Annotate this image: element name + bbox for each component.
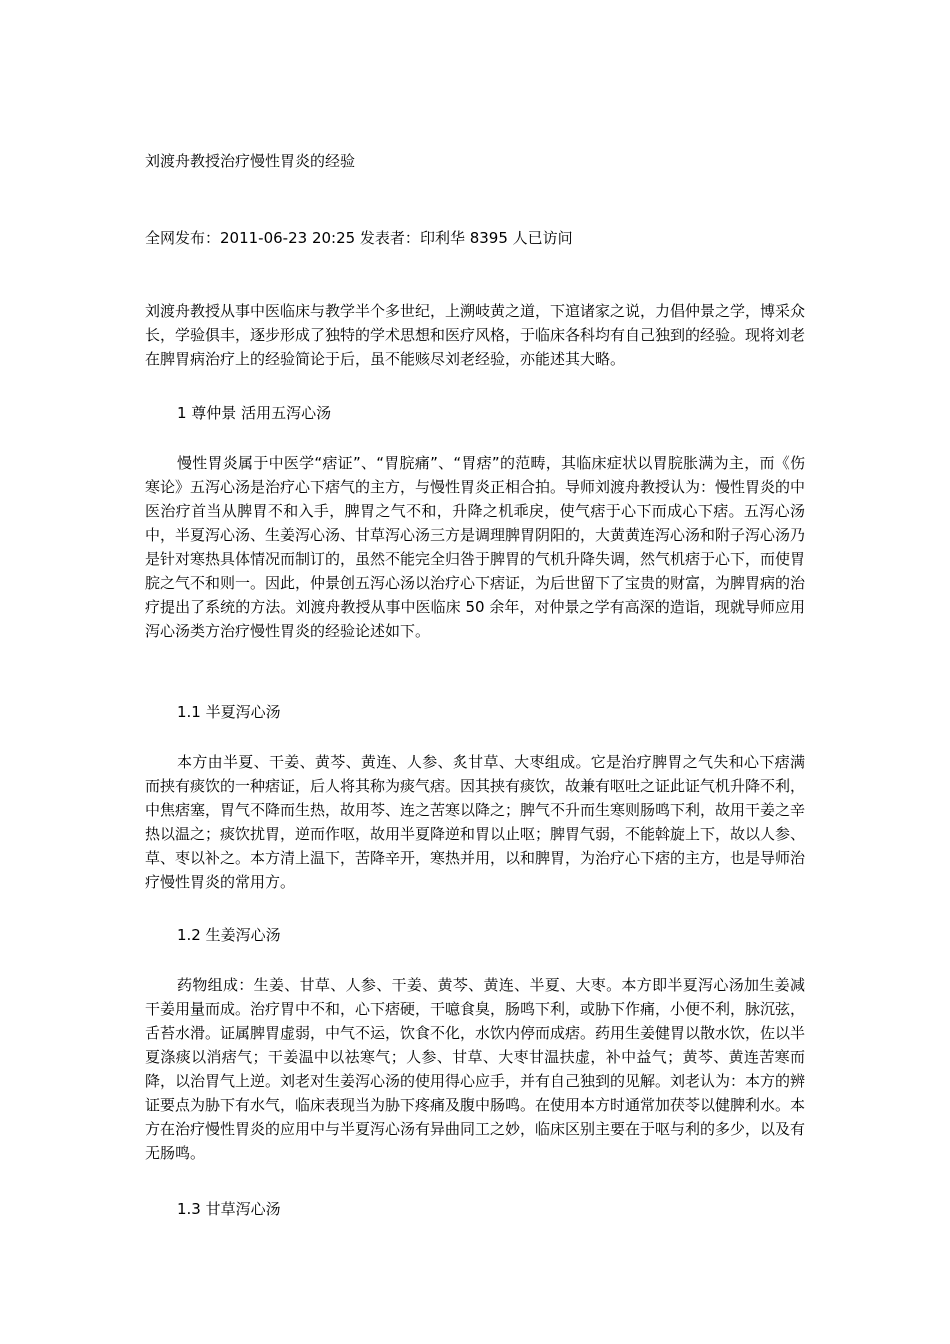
article-title: 刘渡舟教授治疗慢性胃炎的经验 [145,152,356,170]
section-heading-1-1: 1.1 半夏泻心汤 [177,703,281,721]
article-meta: 全网发布：2011-06-23 20:25 发表者：印利华 8395 人已访问 [145,229,573,247]
section-heading-1-2: 1.2 生姜泻心汤 [177,926,281,944]
section-paragraph-1-2: 药物组成：生姜、甘草、人参、干姜、黄芩、黄连、半夏、大枣。本方即半夏泻心汤加生姜减干姜用量而成。治疗胃中不和，心下痞硬，干噫食臭，肠鸣下利，或胁下作痛，小便不利，脉沉弦，舌苔水滑。证属脾胃虚弱，中气不运，饮食不化，水饮内停而成痞。药用生姜健胃以散水饮，佐以半夏涤痰以消痞气；干姜温中以祛寒气；人参、甘草、大枣甘温扶虚，补中益气；黄芩、黄连苦寒而降，以治胃气上逆。刘老对生姜泻心汤的使用得心应手，并有自己独到的见解。刘老认为：本方的辨证要点为胁下有水气，临床表现当为胁下疼痛及腹中肠鸣。在使用本方时通常加茯苓以健脾利水。本方在治疗慢性胃炎的应用中与半夏泻心汤有异曲同工之妙，临床区别主要在于呕与利的多少，以及有无肠鸣。 [145,976,806,1162]
intro-paragraph: 刘渡舟教授从事中医临床与教学半个多世纪，上溯岐黄之道，下逭诸家之说，力倡仲景之学，博采众长，学验俱丰，逐步形成了独特的学术思想和医疗风格，于临床各科均有自己独到的经验。现将刘老在脾胃病治疗上的经验简论于后，虽不能赅尽刘老经验，亦能述其大略。 [145,302,806,368]
section-paragraph-1: 慢性胃炎属于中医学“痞证”、“胃脘痛”、“胃痞”的范畴，其临床症状以胃脘胀满为主，而《伤寒论》五泻心汤是治疗心下痞气的主方，与慢性胃炎正相合拍。导师刘渡舟教授认为：慢性胃炎的中医治疗首当从脾胃不和入手，脾胃之气不和，升降之机乖戾，使气痞于心下而成心下痞。五泻心汤中，半夏泻心汤、生姜泻心汤、甘草泻心汤三方是调理脾胃阴阳的，大黄黄连泻心汤和附子泻心汤乃是针对寒热具体情况而制订的，虽然不能完全归咎于脾胃的气机升降失调，然气机痞于心下，而使胃脘之气不和则一。因此，仲景创五泻心汤以治疗心下痞证，为后世留下了宝贵的财富，为脾胃病的治疗提出了系统的方法。刘渡舟教授从事中医临床 50 余年，对仲景之学有高深的造诣，现就导师应用泻心汤类方治疗慢性胃炎的经验论述如下。 [145,454,806,640]
section-heading-1: 1 尊仲景 活用五泻心汤 [177,404,332,422]
section-paragraph-1-1: 本方由半夏、干姜、黄芩、黄连、人参、炙甘草、大枣组成。它是治疗脾胃之气失和心下痞满而挟有痰饮的一种痞证，后人将其称为痰气痞。因其挟有痰饮，故兼有呕吐之证此证气机升降不利，中焦痞塞，胃气不降而生热，故用芩、连之苦寒以降之；脾气不升而生寒则肠鸣下利，故用干姜之辛热以温之；痰饮扰胃，逆而作呕，故用半夏降逆和胃以止呕；脾胃气弱，不能斡旋上下，故以人参、草、枣以补之。本方清上温下，苦降辛开，寒热并用，以和脾胃，为治疗心下痞的主方，也是导师治疗慢性胃炎的常用方。 [145,753,806,891]
section-heading-1-3: 1.3 甘草泻心汤 [177,1200,281,1218]
